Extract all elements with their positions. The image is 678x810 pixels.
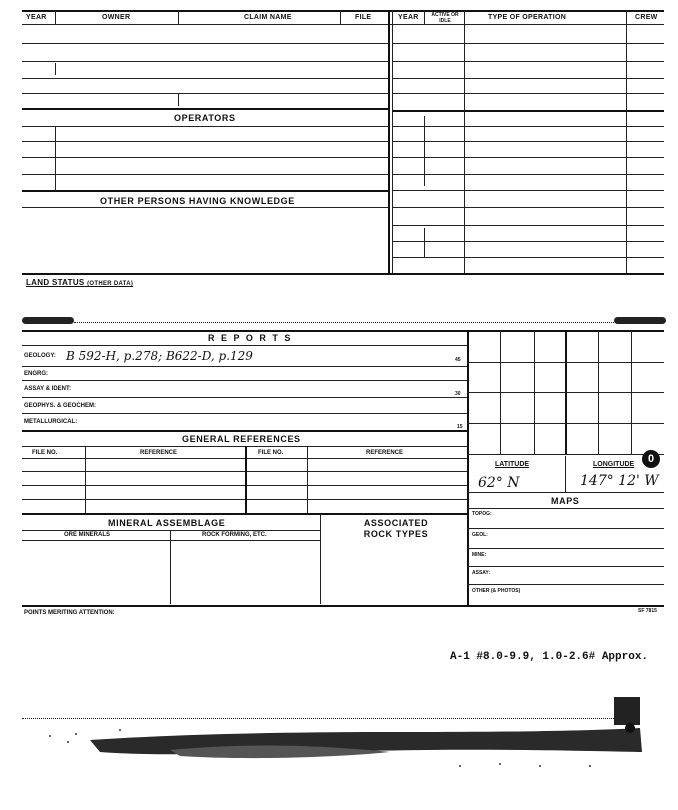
report-label-geophys: GEOPHYS. & GEOCHEM: (24, 403, 97, 409)
report-label-metallurgical: METALLURGICAL: (24, 419, 78, 425)
associated-rock-types-label: ASSOCIATED ROCK TYPES (363, 518, 429, 539)
report-label-engrg: ENGRG: (24, 371, 48, 377)
report-label-geology: GEOLOGY: (24, 353, 56, 359)
rock-forming-label: ROCK FORMING, ETC. (202, 532, 267, 538)
other-persons-label: OTHER PERSONS HAVING KNOWLEDGE (100, 196, 295, 206)
maps-assay: ASSAY: (472, 570, 491, 576)
maps-geol: GEOL: (472, 532, 488, 538)
maps-other: OTHER (& PHOTOS) (472, 588, 521, 594)
punch-mark-left (22, 317, 74, 324)
gr-header-file-no-2: FILE NO. (258, 450, 284, 456)
header-file: FILE (355, 14, 372, 21)
gr-header-reference-2: REFERENCE (366, 450, 404, 456)
header-crew: CREW (635, 14, 658, 21)
latitude-label: LATITUDE (495, 461, 530, 468)
header-year-2: YEAR (398, 14, 419, 21)
report-num-metallurgical: 15 (457, 424, 463, 430)
maps-mine: MINE: (472, 552, 487, 558)
maps-topog: TOPOG: (472, 511, 492, 517)
general-references-title: GENERAL REFERENCES (182, 434, 301, 444)
longitude-label: LONGITUDE (593, 461, 635, 468)
header-year: YEAR (26, 14, 47, 21)
report-value-geology: B 592-H, p.278; B622-D, p.129 (66, 349, 253, 363)
maps-title: MAPS (551, 496, 580, 506)
land-status-label: LAND STATUS (OTHER DATA) (26, 278, 134, 287)
report-num-geology: 45 (455, 357, 461, 363)
circle-mark: 0 (642, 450, 660, 468)
report-label-assay: ASSAY & IDENT: (24, 386, 72, 392)
gr-header-reference-1: REFERENCE (140, 450, 178, 456)
reports-title: R E P O R T S (208, 333, 293, 343)
header-type-of-operation: TYPE OF OPERATION (488, 14, 567, 21)
punch-mark-right (614, 317, 666, 324)
header-owner: OWNER (102, 14, 131, 21)
ore-minerals-label: ORE MINERALS (64, 532, 111, 538)
longitude-value: 147° 12' W (580, 473, 659, 489)
operators-label: OPERATORS (174, 113, 236, 123)
header-active-or-idle: ACTIVE OR IDLE (431, 12, 459, 24)
header-claim-name: CLAIM NAME (244, 14, 292, 21)
mineral-assemblage-title: MINERAL ASSEMBLAGE (108, 518, 226, 528)
form-code: SF 7815 (638, 608, 657, 614)
points-meriting-label: POINTS MERITING ATTENTION: (24, 610, 115, 616)
gr-header-file-no-1: FILE NO. (32, 450, 58, 456)
report-num-assay: 30 (455, 391, 461, 397)
latitude-value: 62° N (478, 475, 520, 491)
typed-note: A-1 #8.0-9.9, 1.0-2.6# Approx. (450, 651, 649, 663)
